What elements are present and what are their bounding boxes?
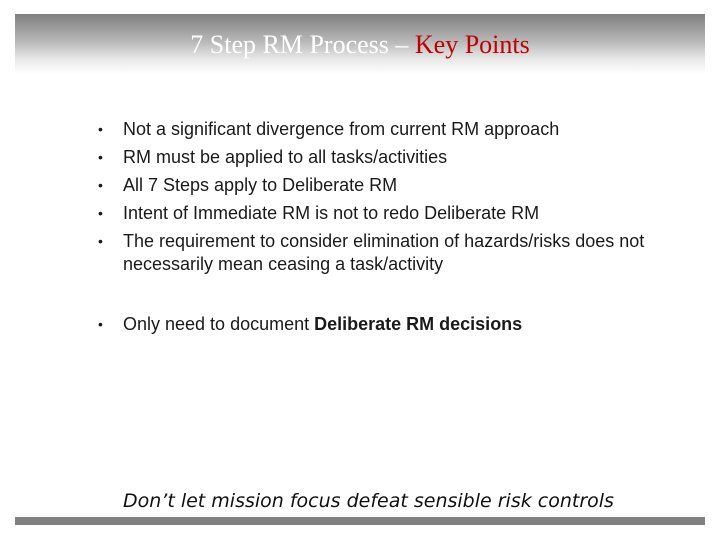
bullet-text-emphasis: Deliberate RM decisions: [314, 314, 523, 334]
slide-title-accent: Key Points: [414, 30, 530, 59]
bullet-item: [95, 146, 695, 169]
bullet-text: All 7 Steps apply to Deliberate RM: [123, 175, 398, 195]
bullet-marker: •: [98, 316, 103, 332]
bullet-list-key-points: [95, 118, 695, 281]
bullet-list-documentation: [95, 313, 695, 341]
bullet-item: [95, 118, 695, 141]
bullet-text: RM must be applied to all tasks/activities: [123, 147, 448, 167]
bullet-text: Intent of Immediate RM is not to redo Deliberate RM: [123, 203, 540, 223]
bullet-marker: •: [98, 121, 103, 137]
bullet-item: [95, 313, 695, 336]
bullet-marker: •: [98, 205, 103, 221]
bullet-text-prefix: Only need to document: [123, 314, 315, 334]
bullet-marker: •: [98, 233, 103, 249]
slide-title: [0, 28, 720, 62]
bullet-text: The requirement to consider elimination of hazards/risks does not necessarily mean ceasing a task/activity: [123, 231, 645, 274]
bullet-marker: •: [98, 149, 103, 165]
bullet-item: [95, 202, 695, 225]
bullet-text: Not a significant divergence from current RM approach: [123, 119, 560, 139]
bullet-item: [95, 174, 695, 197]
footer-bar: [15, 517, 705, 525]
bullet-marker: •: [98, 177, 103, 193]
slide-title-main: 7 Step RM Process –: [190, 30, 415, 59]
callout-slogan: Don’t let mission focus defeat sensible risk controls: [123, 490, 614, 512]
bullet-item: [95, 230, 695, 276]
